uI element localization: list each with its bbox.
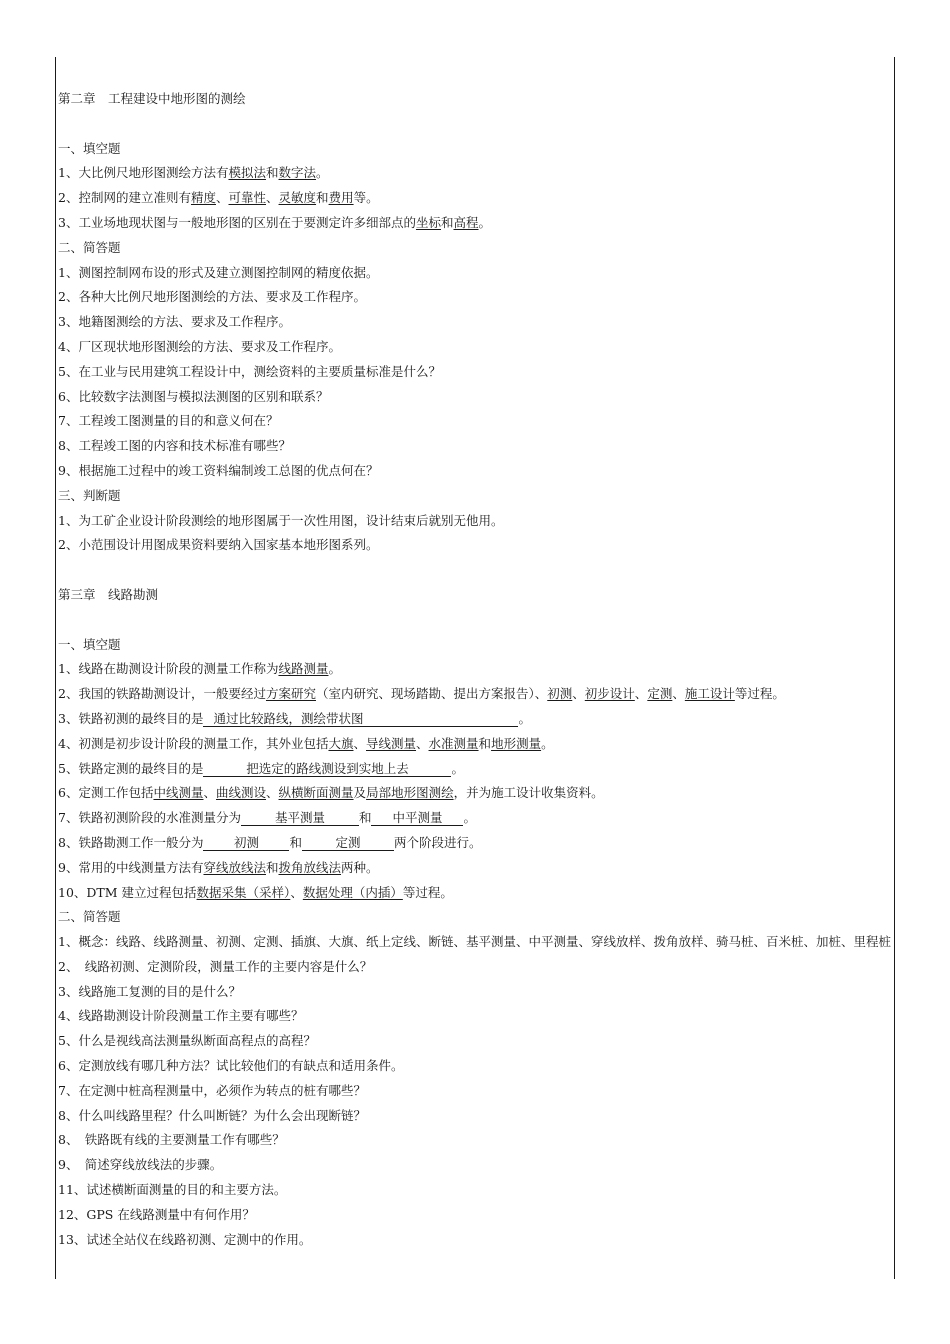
short-question: 13、试述全站仪在线路初测、定测中的作用。 [58, 1231, 312, 1247]
answer-blank: 定测 [302, 835, 394, 851]
fill-question-1: 1、线路在勘测设计阶段的测量工作称为线路测量。 [58, 661, 341, 677]
short-question: 5、什么是视线高法测量纵断面高程点的高程？ [58, 1033, 316, 1049]
fill-question-7: 7、铁路初测阶段的水准测量分为 基平测量 和 中平测量 。 [58, 810, 476, 826]
left-margin-rule [55, 57, 56, 1279]
judge-question: 1、为工矿企业设计阶段测绘的地形图属于一次性用图，设计结束后就别无他用。 [58, 512, 504, 528]
fill-question-8: 8、铁路勘测工作一般分为 初测 和 定测 两个阶段进行。 [58, 834, 482, 850]
fill-question-4: 4、初测是初步设计阶段的测量工作，其外业包括大旗、导线测量、水准测量和地形测量。 [58, 735, 554, 751]
short-question: 6、定测放线有哪几种方法？试比较他们的有缺点和适用条件。 [58, 1058, 404, 1074]
short-question: 2、 线路初测、定测阶段，测量工作的主要内容是什么？ [58, 958, 373, 974]
answer-blank: 中平测量 [371, 810, 463, 826]
short-question: 8、工程竣工图的内容和技术标准有哪些？ [58, 438, 291, 454]
fill-question-10: 10、DTM 建立过程包括数据采集（采样）、数据处理（内插）等过程。 [58, 884, 453, 900]
document-page [58, 87, 898, 1252]
fill-question-2: 2、控制网的建立准则有精度、可靠性、灵敏度和费用等。 [58, 190, 379, 206]
short-question: 5、在工业与民用建筑工程设计中，测绘资料的主要质量标准是什么？ [58, 363, 441, 379]
section-heading: 二、简答题 [58, 239, 121, 255]
short-question: 3、线路施工复测的目的是什么？ [58, 983, 241, 999]
fill-question-6: 6、定测工作包括中线测量、曲线测设、纵横断面测量及局部地形图测绘，并为施工设计收集资料。 [58, 785, 604, 801]
answer-blank: 把选定的路线测设到实地上去 [203, 761, 451, 777]
chapter-3-title: 第三章 线路勘测 [58, 586, 159, 602]
judge-question: 2、小范围设计用图成果资料要纳入国家基本地形图系列。 [58, 537, 379, 553]
short-question: 11、试述横断面测量的目的和主要方法。 [58, 1182, 287, 1198]
short-question: 9、 简述穿线放线法的步骤。 [58, 1157, 223, 1173]
short-question: 6、比较数字法测图与模拟法测图的区别和联系？ [58, 388, 329, 404]
fill-question-1: 1、大比例尺地形图测绘方法有模拟法和数字法。 [58, 165, 329, 181]
short-question: 9、根据施工过程中的竣工资料编制竣工总图的优点何在？ [58, 462, 379, 478]
short-question: 4、线路勘测设计阶段测量工作主要有哪些？ [58, 1008, 304, 1024]
short-question: 7、工程竣工图测量的目的和意义何在？ [58, 413, 279, 429]
short-question: 2、各种大比例尺地形图测绘的方法、要求及工作程序。 [58, 289, 366, 305]
short-question: 7、在定测中桩高程测量中，必须作为转点的桩有哪些？ [58, 1082, 366, 1098]
fill-question-9: 9、常用的中线测量方法有穿线放线法和拨角放线法两种。 [58, 859, 379, 875]
fill-question-3: 3、工业场地现状图与一般地形图的区别在于要测定许多细部点的坐标和高程。 [58, 214, 492, 230]
section-heading: 一、填空题 [58, 636, 121, 652]
section-heading: 二、简答题 [58, 909, 121, 925]
short-question: 12、GPS 在线路测量中有何作用？ [58, 1206, 255, 1222]
short-question: 1、概念：线路、线路测量、初测、定测、插旗、大旗、纸上定线、断链、基平测量、中平测量、穿线放样、拨角放样、骑马桩、百米桩、加桩、里程桩 [58, 934, 891, 950]
short-question: 4、厂区现状地形图测绘的方法、要求及工作程序。 [58, 338, 341, 354]
fill-question-2: 2、我国的铁路勘测设计，一般要经过方案研究（室内研究、现场踏勘、提出方案报告）、初测、初步设计、定测、施工设计等过程。 [58, 686, 785, 702]
short-question: 3、地籍图测绘的方法、要求及工作程序。 [58, 314, 291, 330]
answer-blank: 初测 [203, 835, 289, 851]
fill-question-5: 5、铁路定测的最终目的是 把选定的路线测设到实地上去 。 [58, 760, 464, 776]
short-question: 1、测图控制网布设的形式及建立测图控制网的精度依据。 [58, 264, 379, 280]
section-heading: 三、判断题 [58, 487, 121, 503]
answer-blank: 通过比较路线，测绘带状图 [203, 711, 518, 727]
short-question: 8、 铁路既有线的主要测量工作有哪些？ [58, 1132, 285, 1148]
answer-blank: 基平测量 [241, 810, 359, 826]
fill-question-3: 3、铁路初测的最终目的是 通过比较路线，测绘带状图 。 [58, 710, 531, 726]
short-question: 8、什么叫线路里程？什么叫断链？为什么会出现断链？ [58, 1107, 366, 1123]
chapter-2-title: 第二章 工程建设中地形图的测绘 [58, 91, 246, 106]
section-heading: 一、填空题 [58, 140, 121, 156]
